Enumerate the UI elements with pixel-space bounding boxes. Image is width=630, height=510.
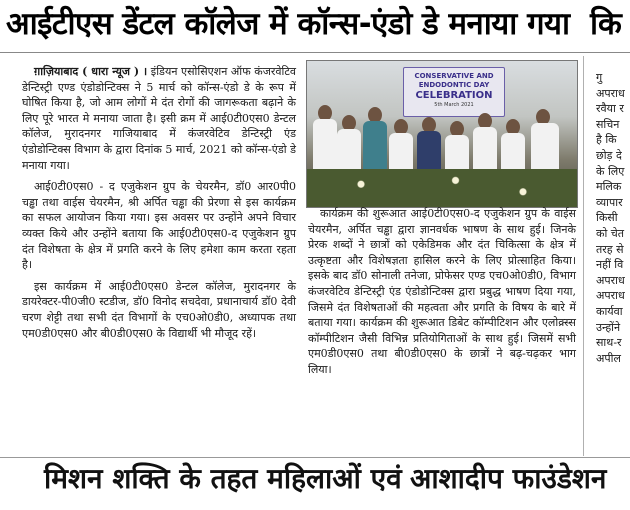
flower-bed <box>307 169 577 207</box>
article-paragraph-3: इस कार्यक्रम में आई0टी0एस0 डेन्टल कॉलेज, मुरादनगर के डायरेक्टर-पी0जी0 स्टडीज, डॉ0 विनोद सचदेवा, प्रधानाचार्य डॉ0 देवी चरण शेट्टी तथा सभी दंत विभागों के एच0ओ0डी0, अध्यापक तथा एम0डी0एस0 और बी0डी0एस0 के विद्यार्थी भी मौजूद रहें। <box>22 279 296 340</box>
article-paragraph-2: आई0टी0एस0 - द एजुकेशन ग्रुप के चेयरमैन, डॉ0 आर0पी0 चड्ढा तथा वाईस चेयरमैन, श्री अर्पित चड्ढा की प्रेरणा से इस कार्यक्रम का सफल आयोजन किया गया। इस अवसर पर उन्होंने अपने विचार व्यक्त किये और उन्होंने बताया कि आई0टी0एस0-द एजुकेशन ग्रुप दंत विशेषता के क्षेत्र में प्रगति करने के लिए हमेशा काम करता रहता है। <box>22 180 296 272</box>
fragment-line: उन्होंने <box>596 320 621 334</box>
column-divider <box>583 56 584 456</box>
bottom-divider <box>0 457 630 458</box>
fragment-line: अपराध <box>596 273 625 287</box>
article-paragraph-1 <box>22 64 296 173</box>
fragment-line: नहीं वि <box>596 258 624 272</box>
top-divider <box>0 52 630 53</box>
dateline: ग़ाज़ियाबाद ( धारा न्यूज ) । <box>34 65 148 78</box>
fragment-line: कार्यवा <box>596 304 623 318</box>
banner-date: 5th March 2021 <box>434 102 474 108</box>
fragment-line: मलिक <box>596 180 622 194</box>
next-headline-left: मिशन शक्ति के तहत महिलाओं एवं <box>44 462 402 495</box>
fragment-line: है कि <box>596 133 617 147</box>
fragment-line: तरह से <box>596 242 624 256</box>
fragment-line: अपराध <box>596 86 625 100</box>
paragraph-1-text: इंडियन एसोसिएशन ऑफ कंजरवेटिव डेन्टिस्ट्री एण्ड एंडोडोन्टिक्स ने 5 मार्च को कॉन्स-एंडो डे के रूप में घोषित किया है, जो आम लोगों मे दंत रोगों की जागरूकता बढ़ाने के लिए पूरे भारत मे मनाया जाता है। इसी क्रम में आई0टी0एस0 डेन्टल कॉलेज, मुरादनगर गाजियाबाद में कंजरवेटिव डेन्टिस्ट्री एंड एंडोडोन्टिक्स विभाग के द्वारा दिनांक 5 मार्च, 2021 को कॉन्स-एंडो डे मनाया गया। <box>22 65 296 172</box>
banner-subtitle: CELEBRATION <box>415 90 493 101</box>
next-headline-right: आशादीप फाउंडेशन <box>410 462 607 495</box>
banner-title: CONSERVATIVE AND ENDODONTIC DAY <box>414 72 494 89</box>
right-article-column <box>308 206 576 378</box>
adjacent-headline-fragment: कि <box>590 6 622 42</box>
fragment-line: गु <box>596 71 603 84</box>
event-photo <box>306 60 578 208</box>
fragment-line: अपील <box>596 351 621 365</box>
fragment-line: को चेत <box>596 226 625 240</box>
event-banner <box>403 67 505 117</box>
fragment-line: सचिन <box>596 117 620 131</box>
fragment-line: रवैया र <box>596 102 624 116</box>
fragment-line: साथ-र <box>596 336 622 350</box>
left-article-column <box>22 64 296 347</box>
fragment-line: के लिए <box>596 164 625 178</box>
headline: आईटीएस डेंटल कॉलेज में कॉन्स-एंडो डे मनाया गया <box>6 6 570 42</box>
fragment-line: छोड़ दे <box>596 148 622 162</box>
adjacent-article-fragment <box>596 70 630 366</box>
fragment-line: अपराध <box>596 289 625 303</box>
fragment-line: व्यापार <box>596 195 623 209</box>
fragment-line: किसी <box>596 211 618 225</box>
article-paragraph-4: कार्यक्रम की शुरूआत आई0टी0एस0-द एजुकेशन ग्रुप के वाईस चेयरमैन, अर्पित चड्ढा द्वारा ज्ञानवर्धक भाषण के साथ हुई। जिनके प्रेरक शब्दों ने छात्रों को एकेडिमक और दंत चिकित्सा के क्षेत्र में उत्कृष्टता और विशेषज्ञता हासिल करने के लिए प्रोत्साहित किया। इसके बाद डॉ0 सोनाली तनेजा, प्रोफेसर एण्ड एच0ओ0डी0, विभाग कंजरवेटिव डेन्टिस्ट्री एंड एंडोडोन्टिक्स द्वारा प्रबुद्ध भाषण दिया गया, जिसमे दंत विशेषताओं की महत्वता और प्रगति के विषय के बारे में बताया गया। कार्यक्रम की शुरूआत डिबेट कॉम्पीटिशन और एलोक्र्स्स कॉम्पीटिशन जैसी विभिन्न प्रतियोगिताओं के साथ हुई। जिसमें सभी एम0डी0एस0 तथा बी0डी0एस0 के छात्रों ने बढ़-चढ़कर भाग लिया। <box>308 207 576 376</box>
